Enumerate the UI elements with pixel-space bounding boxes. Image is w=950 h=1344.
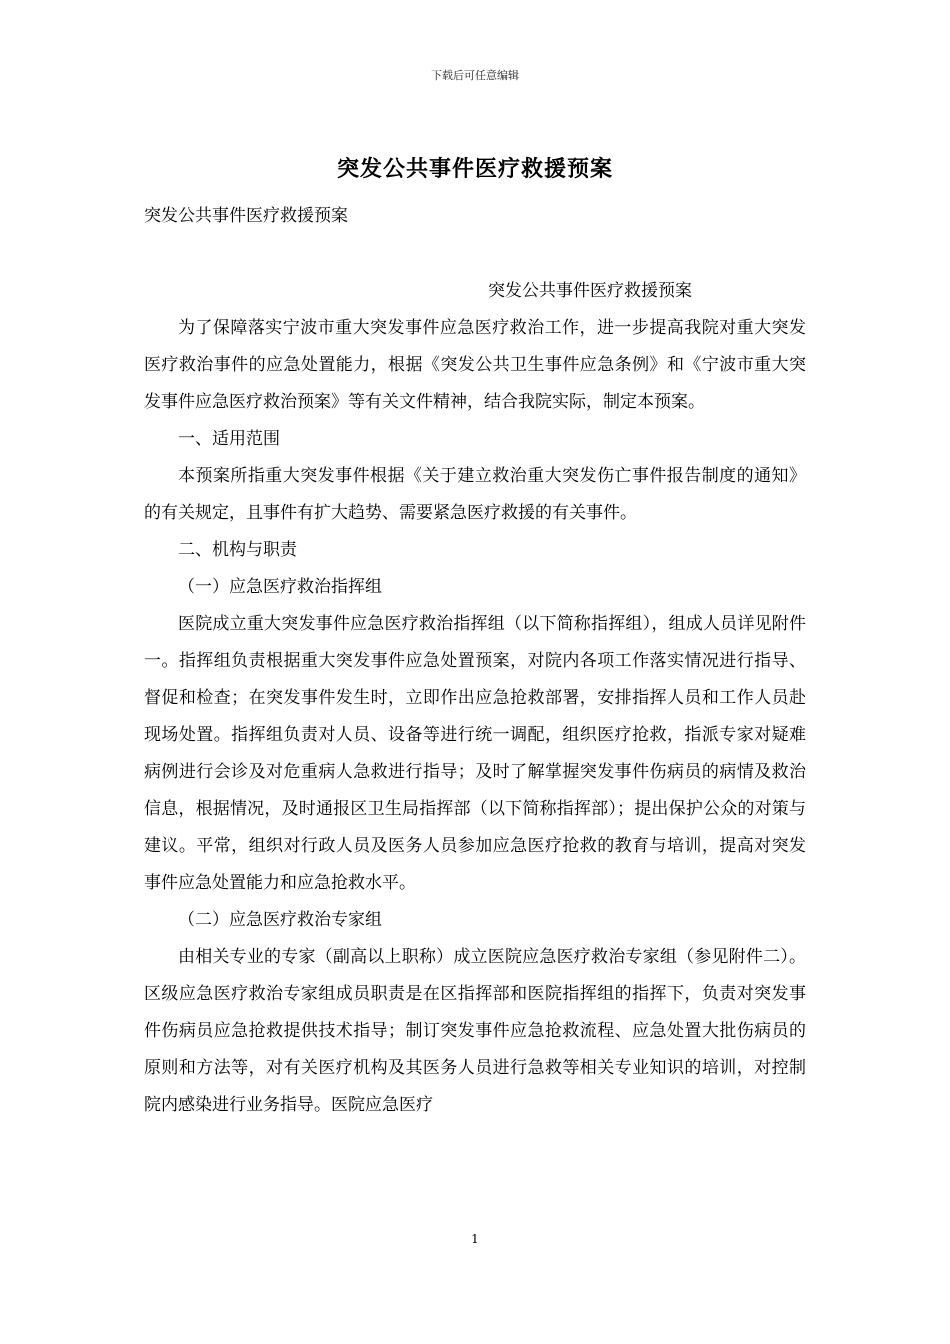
document-title: 突发公共事件医疗救援预案	[336, 157, 613, 182]
paragraph: 由相关专业的专家（副高以上职称）成立医院应急医疗救治专家组（参见附件二）。区级应急医疗救治专家组成员职责是在区指挥部和医院指挥组的指挥下，负责对突发事件伤病员应急抢救提供技术指导；制订突发事件应急抢救流程、应急处置大批伤病员的原则和方法等，对有关医疗机构及其医务人员进行急救等相关专业知识的培训，对控制院内感染进行业务指导。医院应急医疗	[144, 947, 806, 1115]
section-heading: 一、适用范围	[178, 429, 280, 449]
document-subtitle: 突发公共事件医疗救援预案	[144, 206, 348, 226]
subsection-heading: （二）应急医疗救治专家组	[178, 910, 382, 930]
paragraph: 本预案所指重大突发事件根据《关于建立救治重大突发伤亡事件报告制度的通知》的有关规定，且事件有扩大趋势、需要紧急医疗救援的有关事件。	[144, 466, 806, 523]
subsection-heading: （一）应急医疗救治指挥组	[178, 577, 382, 597]
section-heading: 二、机构与职责	[178, 540, 297, 560]
paragraph: 医院成立重大突发事件应急医疗救治指挥组（以下简称指挥组），组成人员详见附件一。指挥组负责根据重大突发事件应急处置预案，对院内各项工作落实情况进行指导、督促和检查；在突发事件发生时，立即作出应急抢救部署，安排指挥人员和工作人员赴现场处置。指挥组负责对人员、设备等进行统一调配，组织医疗抢救，指派专家对疑难病例进行会诊及对危重病人急救进行指导；及时了解掌握突发事件伤病员的病情及救治信息，根据情况，及时通报区卫生局指挥部（以下简称指挥部）；提出保护公众的对策与建议。平常，组织对行政人员及医务人员参加应急医疗抢救的教育与培训，提高对突发事件应急处置能力和应急抢救水平。	[144, 614, 806, 893]
paragraph: 为了保障落实宁波市重大突发事件应急医疗救治工作，进一步提高我院对重大突发医疗救治事件的应急处置能力，根据《突发公共卫生事件应急条例》和《宁波市重大突发事件应急医疗救治预案》等有关文件精神，结合我院实际，制定本预案。	[144, 318, 806, 412]
page-number: 1	[471, 1232, 479, 1246]
header-note: 下载后可任意编辑	[431, 69, 519, 82]
document-body	[144, 310, 806, 1124]
document-subtitle-right: 突发公共事件医疗救援预案	[488, 281, 692, 301]
